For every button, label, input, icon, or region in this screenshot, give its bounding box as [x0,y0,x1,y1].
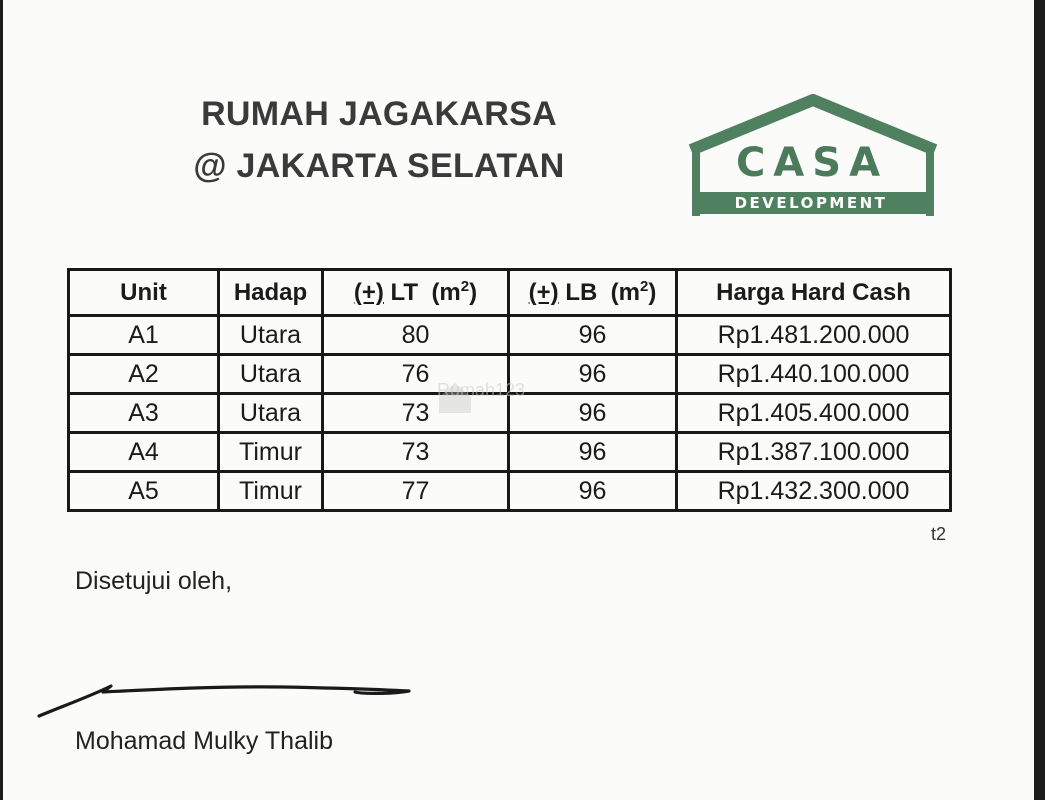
casa-development-logo [683,94,943,224]
cell-land-area: 73 [323,433,509,472]
cell-building-area: 96 [509,394,677,433]
logo-brand-text: CASA [735,140,889,186]
table-row [69,472,951,511]
title-line-1: RUMAH JAGAKARSA [201,95,557,133]
cell-unit: A3 [69,394,219,433]
cell-price: Rp1.481.200.000 [677,316,951,355]
handwritten-signature [33,670,433,730]
cell-facing: Utara [219,316,323,355]
cell-facing: Timur [219,433,323,472]
cell-unit: A4 [69,433,219,472]
logo-subtitle-text: DEVELOPMENT [695,192,927,214]
approval-label: Disetujui oleh, [75,567,233,595]
cell-facing: Utara [219,394,323,433]
cell-unit: A1 [69,316,219,355]
cell-land-area: 80 [323,316,509,355]
cell-unit: A2 [69,355,219,394]
table-row [69,316,951,355]
cell-land-area: 77 [323,472,509,511]
header-land-area: (+) LT $(m^2)$ [323,270,509,316]
cell-land-area: 76 [323,355,509,394]
cell-unit: A5 [69,472,219,511]
cell-price: Rp1.440.100.000 [677,355,951,394]
cell-facing: Timur [219,472,323,511]
table-row [69,433,951,472]
signer-name: Mohamad Mulky Thalib [75,727,333,755]
cell-land-area: 73 [323,394,509,433]
cell-facing: Utara [219,355,323,394]
cell-building-area: 96 [509,355,677,394]
header-building-area: (+) LB $(m^2)$ [509,270,677,316]
title-line-2: @ JAKARTA SELATAN [193,147,565,185]
document-title [179,88,579,192]
table-header-row [69,270,951,316]
header-unit: Unit [69,270,219,316]
watermark-text: Rumah123 [437,380,526,400]
header-facing: Hadap [219,270,323,316]
document-page [3,0,1034,800]
cell-price: Rp1.387.100.000 [677,433,951,472]
cell-building-area: 96 [509,472,677,511]
page-note: t2 [931,524,947,544]
cell-price: Rp1.405.400.000 [677,394,951,433]
header-price: Harga Hard Cash [677,270,951,316]
cell-price: Rp1.432.300.000 [677,472,951,511]
cell-building-area: 96 [509,433,677,472]
cell-building-area: 96 [509,316,677,355]
